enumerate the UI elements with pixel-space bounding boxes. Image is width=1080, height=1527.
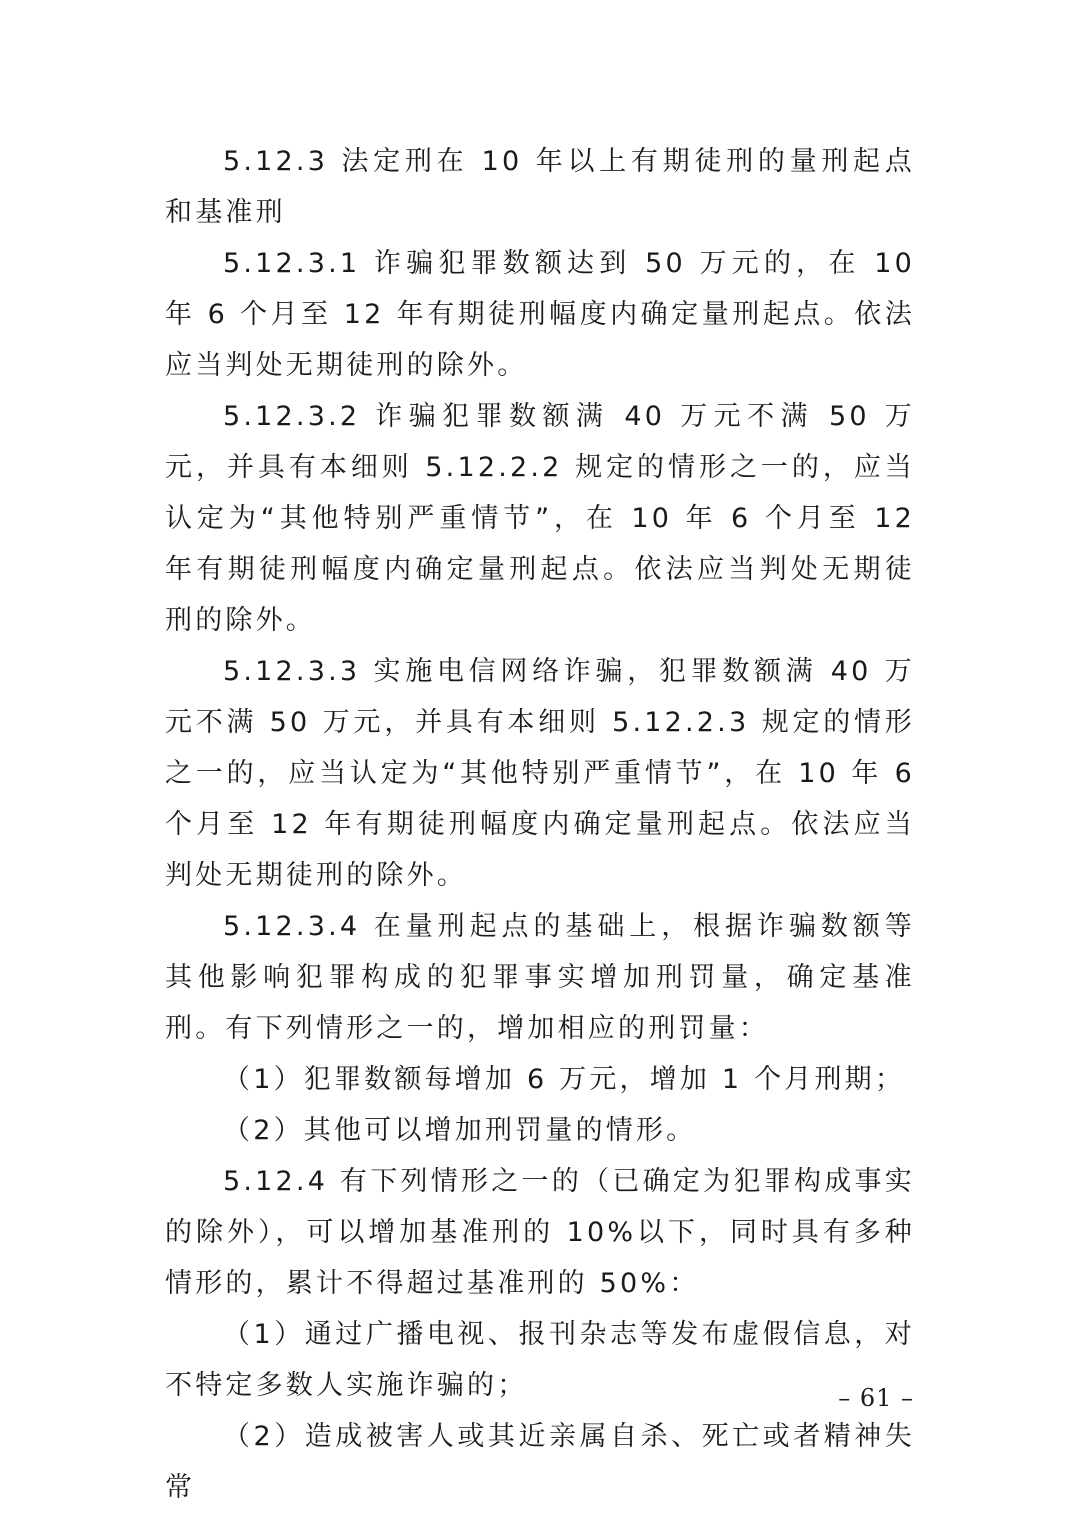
clause-5-12-3-3: 5.12.3.3 实施电信网络诈骗，犯罪数额满 40 万元不满 50 万元，并具有本细则 5.12.2.3 规定的情形之一的，应当认定为“其他特别严重情节”，在 10 年 6 个月至 12 年有期徒刑幅度内确定量刑起点。依法应当判处无期徒刑的除外。 <box>165 656 915 891</box>
list-item-2-victim-harm: （2）造成被害人或其近亲属自杀、死亡或者精神失常 <box>165 1421 915 1503</box>
list-item-2: （2）其他可以增加刑罚量的情形。 <box>223 1115 697 1146</box>
clause-5-12-3-2: 5.12.3.2 诈骗犯罪数额满 40 万元不满 50 万元，并具有本细则 5.12.2.2 规定的情形之一的，应当认定为“其他特别严重情节”，在 10 年 6 个月至 12 年有期徒刑幅度内确定量刑起点。依法应当判处无期徒刑的除外。 <box>165 401 915 636</box>
list-item-1: （1）犯罪数额每增加 6 万元，增加 1 个月刑期； <box>223 1064 906 1095</box>
section-heading-5-12-3: 5.12.3 法定刑在 10 年以上有期徒刑的量刑起点和基准刑 <box>165 146 915 228</box>
document-body <box>165 136 915 1513</box>
clause-5-12-3-4: 5.12.3.4 在量刑起点的基础上，根据诈骗数额等其他影响犯罪构成的犯罪事实增加刑罚量，确定基准刑。有下列情形之一的，增加相应的刑罚量： <box>165 911 915 1044</box>
clause-5-12-3-1: 5.12.3.1 诈骗犯罪数额达到 50 万元的，在 10 年 6 个月至 12 年有期徒刑幅度内确定量刑起点。依法应当判处无期徒刑的除外。 <box>165 248 915 381</box>
clause-5-12-4: 5.12.4 有下列情形之一的（已确定为犯罪构成事实的除外），可以增加基准刑的 10%以下，同时具有多种情形的，累计不得超过基准刑的 50%： <box>165 1166 915 1299</box>
list-item-1-broadcast: （1）通过广播电视、报刊杂志等发布虚假信息，对不特定多数人实施诈骗的； <box>165 1319 915 1401</box>
page-number: – 61 – <box>838 1384 914 1412</box>
